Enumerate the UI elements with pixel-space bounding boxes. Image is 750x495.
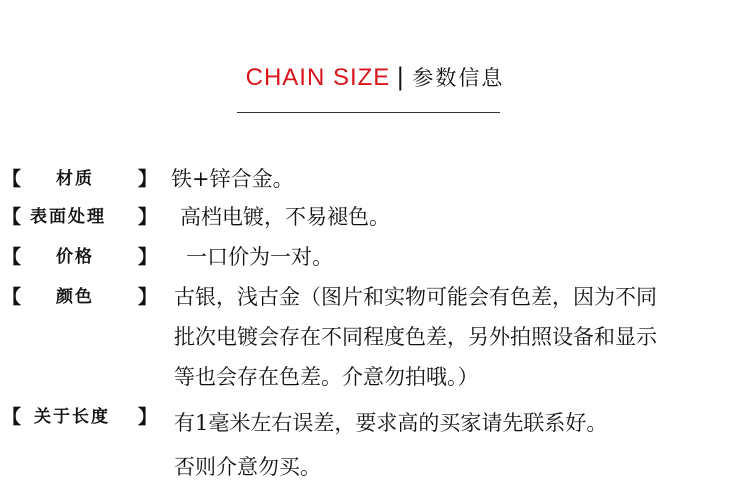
spec-value: 一口价为一对。 — [186, 245, 333, 269]
left-bracket: 【 — [2, 206, 22, 228]
spec-value — [174, 401, 607, 489]
spec-label: 关于长度 — [34, 407, 110, 427]
spec-value: 铁+锌合金。 — [171, 167, 294, 191]
spec-value-line: 等也会存在色差。介意勿拍哦。） — [174, 365, 479, 389]
spec-value-line: 否则介意勿买。 — [174, 455, 321, 479]
spec-value — [174, 277, 657, 397]
spec-label: 价格 — [56, 247, 94, 267]
spec-value-line: 批次电镀会存在不同程度色差，另外拍照设备和显示 — [174, 325, 657, 349]
title-separator: | — [396, 63, 405, 91]
right-bracket: 】 — [138, 206, 158, 228]
left-bracket: 【 — [2, 168, 22, 190]
spec-label: 表面处理 — [30, 207, 106, 227]
header-divider — [237, 112, 500, 113]
section-header — [0, 60, 750, 95]
left-bracket: 【 — [2, 406, 22, 428]
spec-value: 高档电镀，不易褪色。 — [180, 205, 390, 229]
left-bracket: 【 — [2, 246, 22, 268]
right-bracket: 】 — [138, 286, 158, 308]
spec-value-line: 古银，浅古金（图片和实物可能会有色差，因为不同 — [174, 285, 657, 309]
spec-label: 材质 — [56, 169, 94, 189]
spec-label: 颜色 — [56, 287, 94, 307]
right-bracket: 】 — [138, 246, 158, 268]
title-english: CHAIN SIZE — [245, 64, 391, 91]
title-chinese: 参数信息 — [412, 66, 505, 90]
right-bracket: 】 — [138, 168, 158, 190]
left-bracket: 【 — [2, 286, 22, 308]
spec-value-line: 有1毫米左右误差，要求高的买家请先联系好。 — [174, 411, 608, 435]
right-bracket: 】 — [138, 406, 158, 428]
